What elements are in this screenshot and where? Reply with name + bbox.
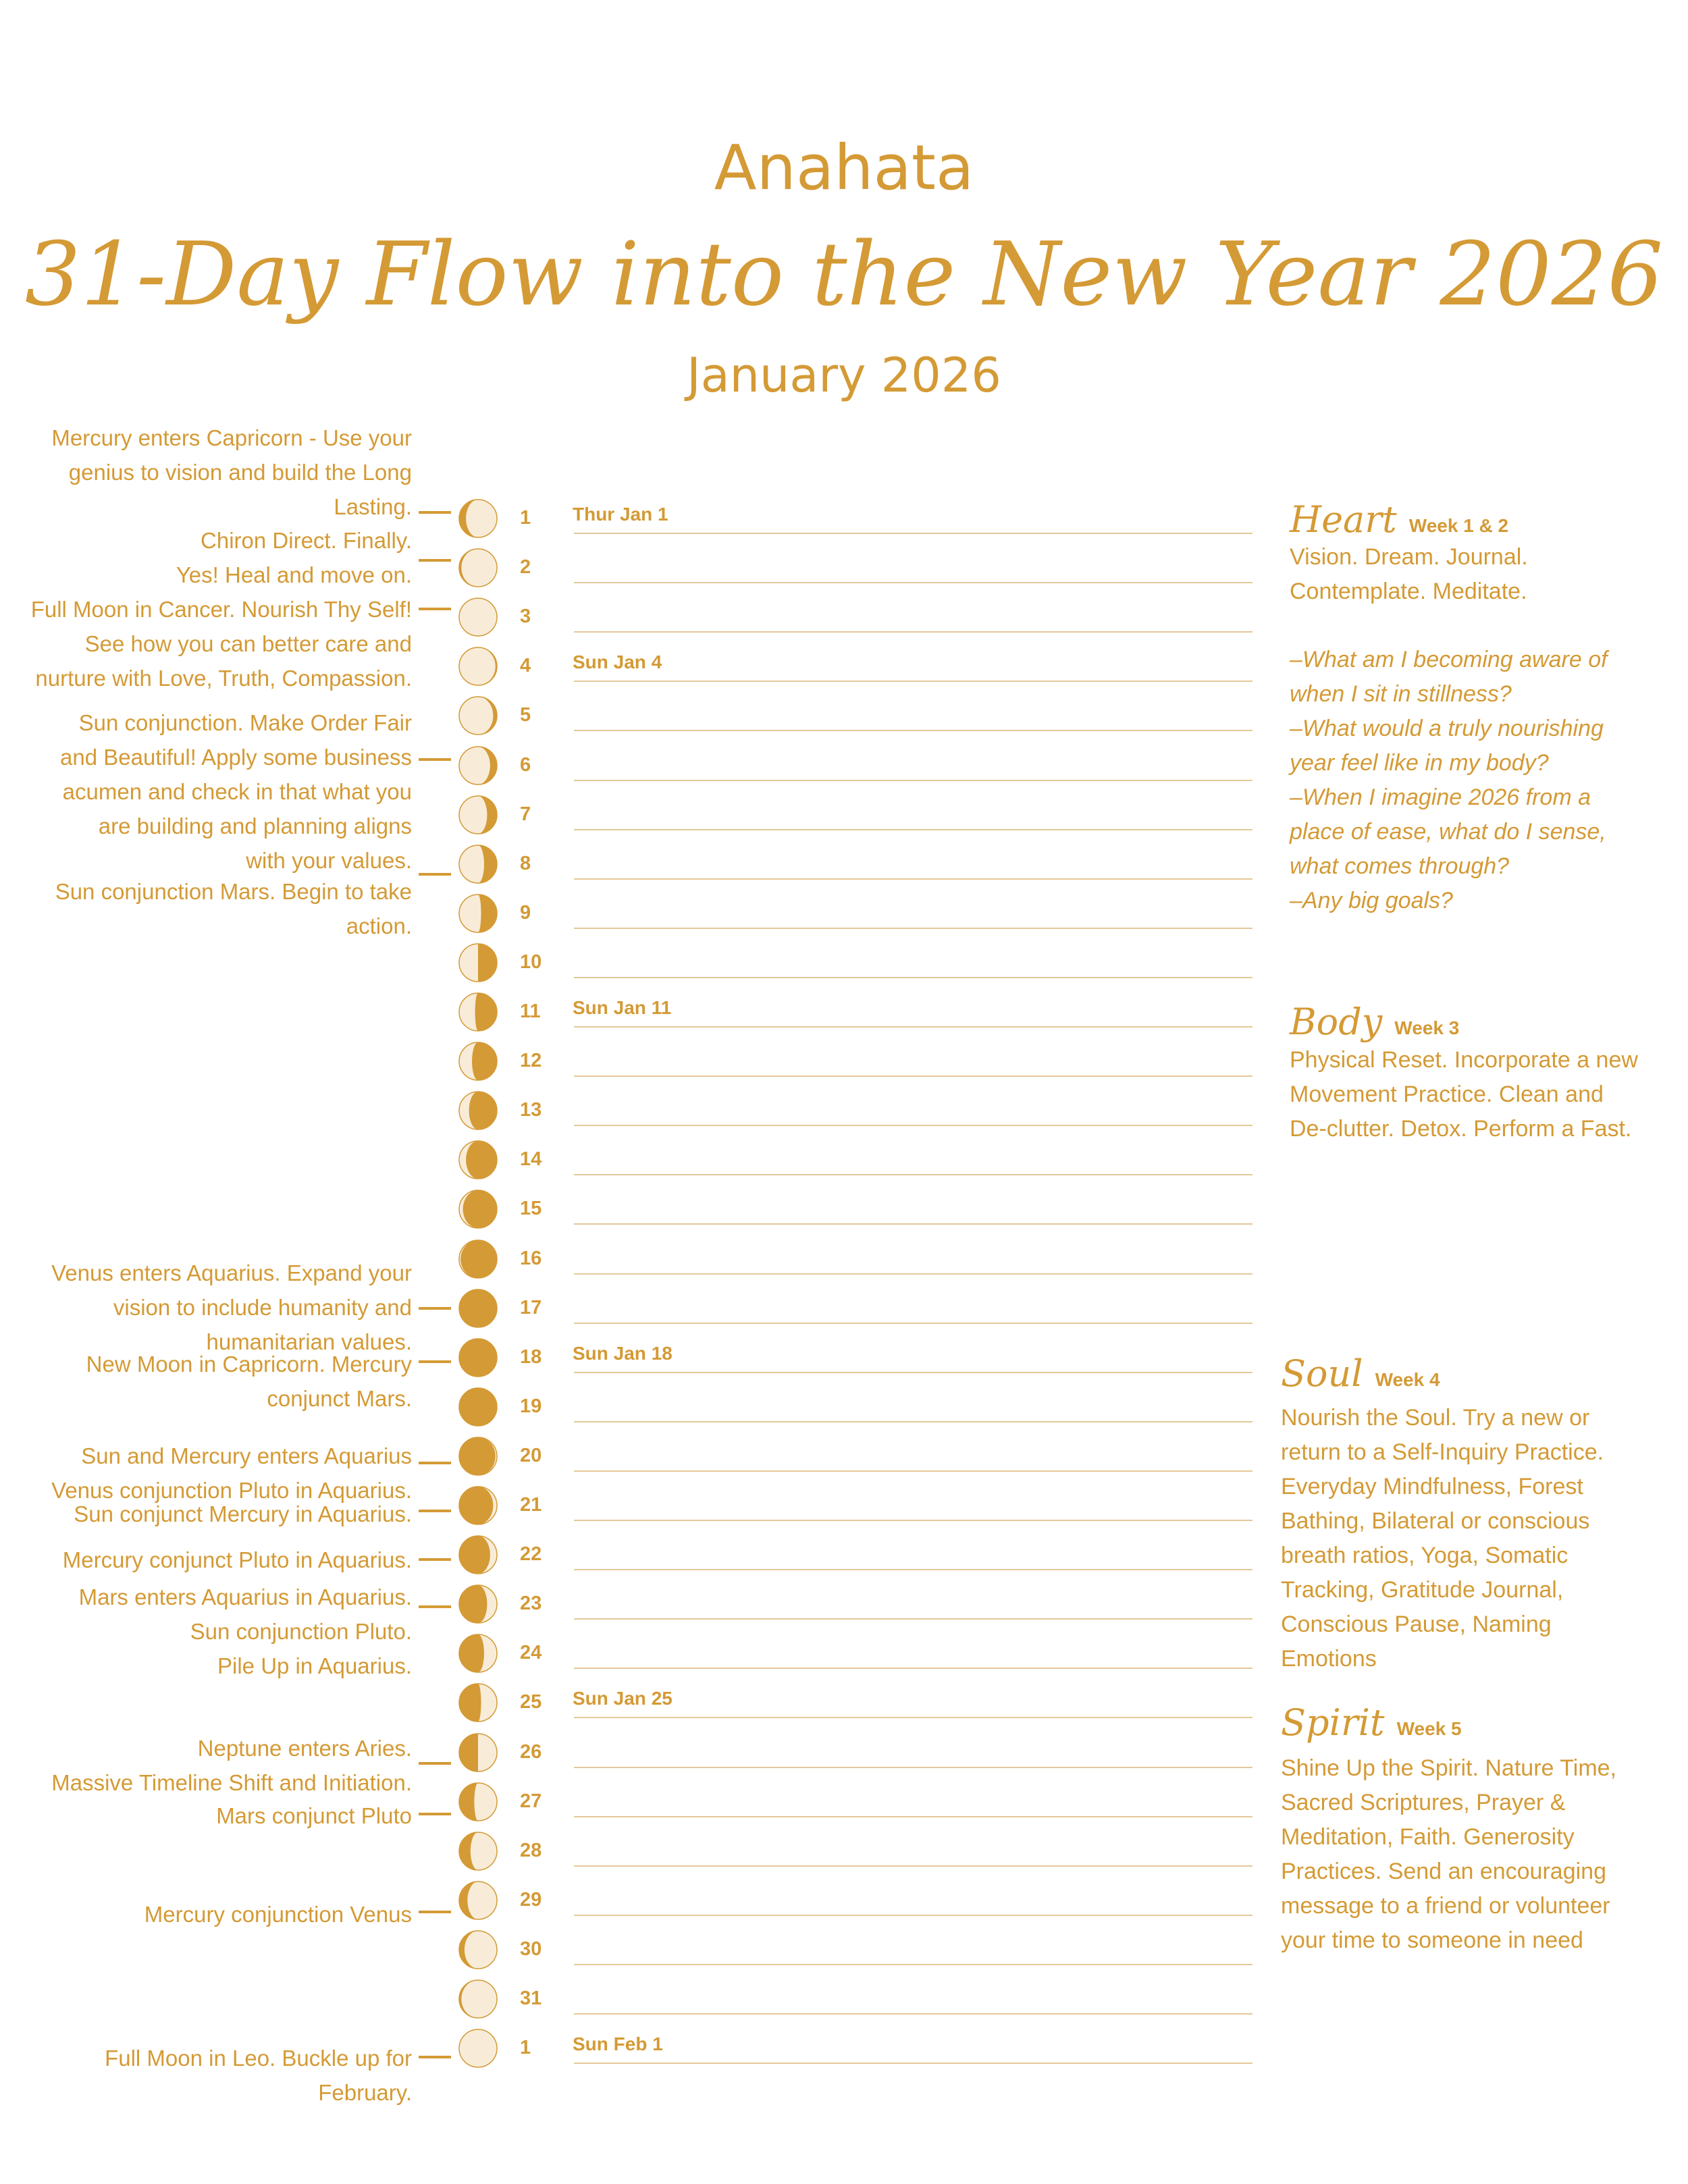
day-writing-line[interactable]: [574, 1767, 1252, 1768]
day-number: 30: [520, 1938, 542, 1960]
moon-phase-icon: [458, 1041, 498, 1082]
astro-event-text: Venus enters Aquarius. Expand your vision to include humanity and humanitarian values.: [51, 1260, 412, 1354]
body-week: Week 3: [1394, 1017, 1460, 1038]
day-writing-line[interactable]: [574, 681, 1252, 682]
astro-event-text: Mercury conjunct Pluto in Aquarius.: [62, 1547, 412, 1572]
day-writing-line[interactable]: [574, 829, 1252, 830]
day-writing-line[interactable]: [574, 780, 1252, 781]
day-writing-line[interactable]: [574, 2062, 1252, 2064]
day-number: 9: [520, 901, 531, 924]
day-number: 23: [520, 1593, 542, 1615]
day-writing-line[interactable]: [574, 1618, 1252, 1620]
astro-event-text: Mercury enters Capricorn - Use your genius to vision and build the Long Lasting.: [51, 425, 412, 519]
moon-phase-icon: [458, 1929, 498, 1970]
moon-phase-icon: [458, 1633, 498, 1674]
week-start-label: Sun Jan 4: [573, 651, 662, 673]
astro-event-text: Sun and Mercury enters Aquarius Venus conjunction Pluto in Aquarius.: [51, 1443, 412, 1503]
day-writing-line[interactable]: [574, 730, 1252, 731]
day-number: 2: [520, 556, 531, 579]
month-label: January 2026: [687, 348, 1001, 403]
day-writing-line[interactable]: [574, 1569, 1252, 1570]
day-writing-line[interactable]: [574, 1964, 1252, 1965]
soul-week: Week 4: [1375, 1369, 1440, 1390]
day-writing-line[interactable]: [574, 1372, 1252, 1373]
event-connector: [419, 608, 451, 610]
day-writing-line[interactable]: [574, 928, 1252, 929]
day-writing-line[interactable]: [574, 1717, 1252, 1718]
body-heading: [1290, 1001, 1459, 1043]
day-number: 12: [520, 1050, 542, 1072]
spirit-title: Spirit: [1281, 1701, 1385, 1744]
day-number: 1: [520, 2037, 531, 2059]
event-connector: [419, 1462, 451, 1464]
astro-event-text: Mars conjunct Pluto: [216, 1803, 412, 1828]
event-connector: [419, 511, 451, 514]
day-number: 20: [520, 1444, 542, 1466]
moon-phase-icon: [458, 844, 498, 884]
day-writing-line[interactable]: [574, 582, 1252, 583]
heart-text: Vision. Dream. Journal. Contemplate. Meditate.: [1290, 544, 1528, 604]
moon-phase-icon: [458, 992, 498, 1032]
day-number: 26: [520, 1740, 542, 1763]
day-writing-line[interactable]: [574, 1273, 1252, 1275]
event-connector: [419, 873, 451, 876]
week-start-label: Sun Jan 25: [573, 1688, 672, 1709]
day-number: 5: [520, 704, 531, 726]
heart-week: Week 1 & 2: [1408, 515, 1509, 536]
moon-phase-icon: [458, 646, 498, 687]
moon-phase-icon: [458, 1831, 498, 1871]
day-writing-line[interactable]: [574, 977, 1252, 978]
event-connector: [419, 1510, 451, 1512]
day-number: 10: [520, 951, 542, 973]
day-number: 21: [520, 1494, 542, 1516]
event-connector: [419, 1813, 451, 1815]
moon-phase-icon: [458, 1189, 498, 1229]
day-writing-line[interactable]: [574, 1223, 1252, 1225]
moon-phase-icon: [458, 1387, 498, 1427]
day-number: 15: [520, 1198, 542, 1220]
moon-phase-icon: [458, 1584, 498, 1624]
moon-phase-icon: [458, 548, 498, 588]
event-connector: [419, 1360, 451, 1363]
day-number: 28: [520, 1839, 542, 1861]
moon-phase-icon: [458, 1090, 498, 1131]
moon-phase-icon: [458, 1288, 498, 1329]
moon-phase-icon: [458, 795, 498, 835]
event-connector: [419, 1911, 451, 1913]
moon-phase-icon: [458, 1880, 498, 1921]
moon-phase-icon: [458, 1140, 498, 1180]
body-title: Body: [1290, 1001, 1383, 1043]
moon-phase-icon: [458, 745, 498, 786]
moon-phase-icon: [458, 942, 498, 983]
event-connector: [419, 1605, 451, 1608]
astro-event-text: Sun conjunction. Make Order Fair and Beautiful! Apply some business acumen and check in that what you are building and planning aligns with your values.: [60, 710, 412, 873]
week-start-label: Sun Feb 1: [573, 2033, 663, 2055]
day-number: 16: [520, 1247, 542, 1269]
spirit-text: Shine Up the Spirit. Nature Time, Sacred Scriptures, Prayer & Meditation, Faith. Generosity Practices. Send an encouraging message to a friend or volunteer your time to someone in need: [1281, 1755, 1617, 1953]
moon-phase-icon: [458, 1979, 498, 2019]
moon-phase-icon: [458, 1436, 498, 1476]
moon-phase-icon: [458, 1682, 498, 1723]
day-number: 8: [520, 852, 531, 874]
week-start-label: Sun Jan 18: [573, 1342, 672, 1364]
moon-phase-icon: [458, 695, 498, 736]
day-number: 18: [520, 1346, 542, 1368]
moon-phase-icon: [458, 1782, 498, 1822]
event-connector: [419, 559, 451, 562]
event-connector: [419, 1307, 451, 1310]
day-number: 29: [520, 1888, 542, 1911]
week-start-label: Thur Jan 1: [573, 504, 668, 525]
astro-event-text: Mercury conjunction Venus: [144, 1902, 412, 1927]
day-number: 4: [520, 655, 531, 677]
moon-phase-icon: [458, 2028, 498, 2069]
moon-phase-icon: [458, 1485, 498, 1526]
day-writing-line[interactable]: [574, 1174, 1252, 1175]
day-writing-line[interactable]: [574, 631, 1252, 633]
spirit-heading: [1281, 1701, 1462, 1744]
event-connector: [419, 1762, 451, 1765]
astro-event-text: Sun conjunct Mercury in Aquarius.: [74, 1501, 412, 1526]
day-writing-line[interactable]: [574, 1865, 1252, 1867]
soul-heading: [1281, 1352, 1440, 1395]
event-connector: [419, 1558, 451, 1561]
day-number: 25: [520, 1691, 542, 1713]
moon-phase-icon: [458, 1535, 498, 1575]
soul-title: Soul: [1281, 1352, 1363, 1395]
day-number: 24: [520, 1642, 542, 1664]
astro-event-text: Chiron Direct. Finally. Yes! Heal and move on.: [176, 528, 412, 587]
astro-event-text: Sun conjunction Mars. Begin to take action.: [55, 879, 412, 938]
moon-phase-icon: [458, 1732, 498, 1773]
week-start-label: Sun Jan 11: [573, 997, 672, 1018]
event-connector: [419, 758, 451, 761]
astro-event-text: Mars enters Aquarius in Aquarius. Sun conjunction Pluto. Pile Up in Aquarius.: [78, 1584, 412, 1678]
day-writing-line[interactable]: [574, 1421, 1252, 1422]
day-writing-line[interactable]: [574, 533, 1252, 534]
page-title: 31-Day Flow into the New Year 2026: [24, 223, 1664, 325]
moon-phase-icon: [458, 1337, 498, 1378]
moon-phase-icon: [458, 1239, 498, 1279]
event-connector: [419, 2056, 451, 2058]
heart-heading: [1290, 498, 1508, 541]
day-writing-line[interactable]: [574, 1520, 1252, 1521]
day-writing-line[interactable]: [574, 1668, 1252, 1669]
day-writing-line[interactable]: [574, 1915, 1252, 1916]
heart-title: Heart: [1290, 498, 1397, 541]
astro-event-text: Full Moon in Leo. Buckle up for February.: [105, 2046, 412, 2105]
day-number: 19: [520, 1395, 542, 1417]
day-number: 17: [520, 1296, 542, 1319]
day-number: 6: [520, 753, 531, 776]
heart-questions: –What am I becoming aware of when I sit in stillness? –What would a truly nourishing year feel like in my body? –When I imagine 2026 from a place of ease, what do I sense, what comes through? –Any big goals?: [1290, 647, 1608, 913]
day-number: 31: [520, 1988, 542, 2009]
day-number: 3: [520, 606, 531, 628]
day-writing-line[interactable]: [574, 1026, 1252, 1028]
day-number: 13: [520, 1099, 542, 1121]
moon-phase-icon: [458, 893, 498, 934]
day-writing-line[interactable]: [574, 1125, 1252, 1126]
brand-name: Anahata: [714, 132, 974, 204]
spirit-week: Week 5: [1396, 1718, 1462, 1739]
astro-event-text: Full Moon in Cancer. Nourish Thy Self! See how you can better care and nurture with Love, Truth, Compassion.: [30, 597, 412, 691]
day-number: 14: [520, 1148, 542, 1171]
day-writing-line[interactable]: [574, 1323, 1252, 1324]
day-writing-line[interactable]: [574, 878, 1252, 880]
day-writing-line[interactable]: [574, 1470, 1252, 1472]
day-number: 7: [520, 803, 531, 825]
day-number: 1: [520, 507, 531, 529]
day-writing-line[interactable]: [574, 1816, 1252, 1817]
moon-phase-icon: [458, 597, 498, 637]
astro-event-text: Neptune enters Aries. Massive Timeline Shift and Initiation.: [51, 1736, 412, 1795]
astro-event-text: New Moon in Capricorn. Mercury conjunct Mars.: [86, 1352, 412, 1411]
day-number: 22: [520, 1543, 542, 1566]
moon-phase-icon: [458, 498, 498, 539]
day-writing-line[interactable]: [574, 2013, 1252, 2015]
soul-text: Nourish the Soul. Try a new or return to a Self-Inquiry Practice. Everyday Mindfulness, Forest Bathing, Bilateral or conscious breath ratios, Yoga, Somatic Tracking, Gratitude Journal, Conscious Pause, Naming Emotions: [1281, 1405, 1604, 1672]
body-text: Physical Reset. Incorporate a new Movement Practice. Clean and De-clutter. Detox. Perform a Fast.: [1290, 1047, 1638, 1142]
day-number: 27: [520, 1790, 542, 1812]
day-writing-line[interactable]: [574, 1075, 1252, 1077]
day-number: 11: [520, 1001, 541, 1022]
